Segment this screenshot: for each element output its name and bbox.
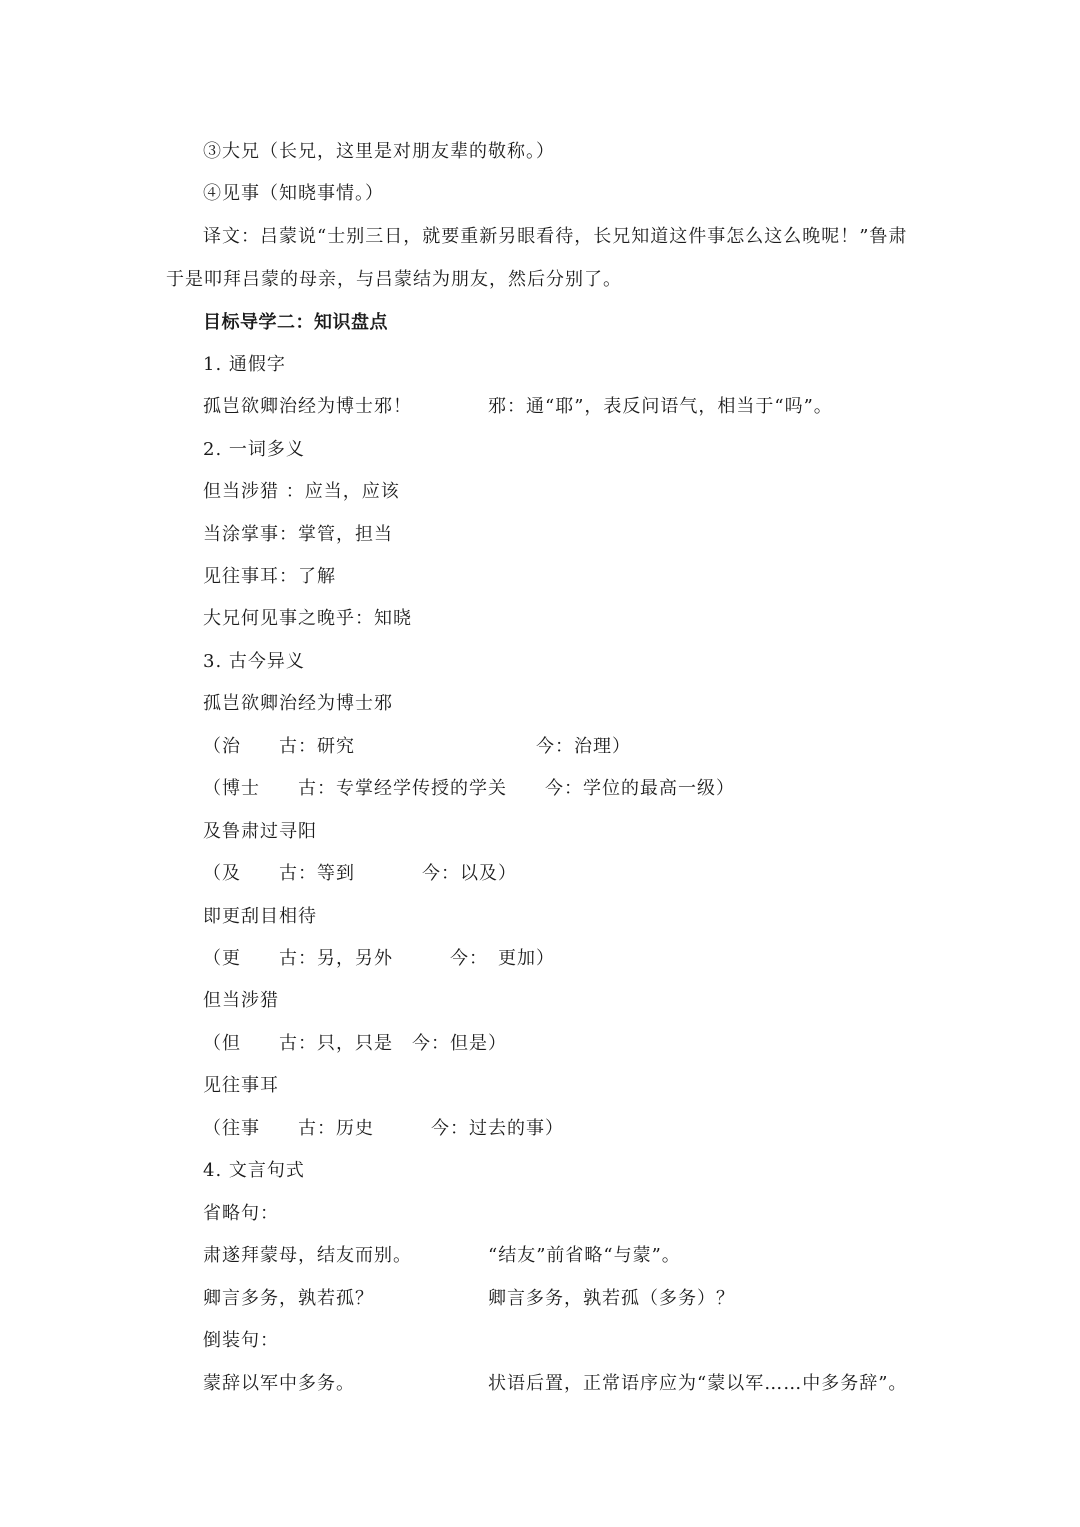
translation-line-1: 译文：吕蒙说“士别三日，就要重新另眼看待，长兄知道这件事怎么这么晚呢！”鲁肃 bbox=[203, 226, 908, 247]
omission-note: “结友”前省略“与蒙”。 bbox=[488, 1245, 681, 1266]
gujinyiyi-gu-meaning: （更 古：另，另外 bbox=[203, 948, 393, 969]
gujinyiyi-sentence: 见往事耳 bbox=[203, 1075, 279, 1096]
gujinyiyi-jin-meaning: 今：学位的最高一级） bbox=[545, 778, 735, 799]
inversion-note: 状语后置，正常语序应为“蒙以军……中多务辞”。 bbox=[488, 1373, 908, 1394]
gujinyiyi-gu-meaning: （治 古：研究 bbox=[203, 736, 355, 757]
omission-label: 省略句： bbox=[203, 1203, 279, 1224]
gujinyiyi-gu-meaning: （博士 古：专掌经学传授的学关 bbox=[203, 778, 507, 799]
yiciduoyi-item: 但当涉猎 ：应当，应该 bbox=[203, 481, 400, 502]
annotation-note-3: ③大兄（长兄，这里是对朋友辈的敬称。） bbox=[203, 141, 555, 162]
tongjiazi-explanation: 邪：通“耶”，表反问语气，相当于“吗”。 bbox=[488, 396, 833, 417]
section-title: 目标导学二：知识盘点 bbox=[203, 312, 388, 333]
inversion-label: 倒装句： bbox=[203, 1330, 279, 1351]
gujinyiyi-sentence: 即更刮目相待 bbox=[203, 906, 317, 927]
omission-note: 卿言多务，孰若孤（多务）？ bbox=[488, 1288, 735, 1309]
gujinyiyi-jin-meaning: 今：过去的事） bbox=[431, 1118, 564, 1139]
yiciduoyi-heading: 2. 一词多义 bbox=[203, 439, 305, 460]
inversion-sentence: 蒙辞以军中多务。 bbox=[203, 1373, 355, 1394]
gujinyiyi-gu-meaning: （及 古：等到 bbox=[203, 863, 355, 884]
gujinyiyi-gu-meaning: （但 古：只，只是 bbox=[203, 1033, 393, 1054]
yiciduoyi-item: 大兄何见事之晚乎：知晓 bbox=[203, 608, 412, 629]
tongjiazi-sentence: 孤岂欲卿治经为博士邪！ bbox=[203, 396, 412, 417]
tongjiazi-heading: 1. 通假字 bbox=[203, 354, 286, 375]
yiciduoyi-item: 见往事耳：了解 bbox=[203, 566, 336, 587]
yiciduoyi-item: 当涂掌事：掌管，担当 bbox=[203, 524, 393, 545]
annotation-note-4: ④见事（知晓事情。） bbox=[203, 183, 384, 204]
translation-line-2: 于是叩拜吕蒙的母亲，与吕蒙结为朋友，然后分别了。 bbox=[166, 269, 622, 290]
gujinyiyi-jin-meaning: 今：但是） bbox=[412, 1033, 507, 1054]
gujinyiyi-sentence: 及鲁肃过寻阳 bbox=[203, 821, 317, 842]
omission-sentence: 肃遂拜蒙母，结友而别。 bbox=[203, 1245, 412, 1266]
gujinyiyi-jin-meaning: 今： 更加） bbox=[450, 948, 555, 969]
gujinyiyi-gu-meaning: （往事 古：历史 bbox=[203, 1118, 374, 1139]
gujinyiyi-jin-meaning: 今：治理） bbox=[536, 736, 631, 757]
gujinyiyi-jin-meaning: 今：以及） bbox=[422, 863, 517, 884]
gujinyiyi-heading: 3. 古今异义 bbox=[203, 651, 305, 672]
gujinyiyi-sentence: 但当涉猎 bbox=[203, 990, 279, 1011]
gujinyiyi-sentence: 孤岂欲卿治经为博士邪 bbox=[203, 693, 393, 714]
wenyanjushi-heading: 4. 文言句式 bbox=[203, 1160, 305, 1181]
omission-sentence: 卿言多务，孰若孤？ bbox=[203, 1288, 374, 1309]
